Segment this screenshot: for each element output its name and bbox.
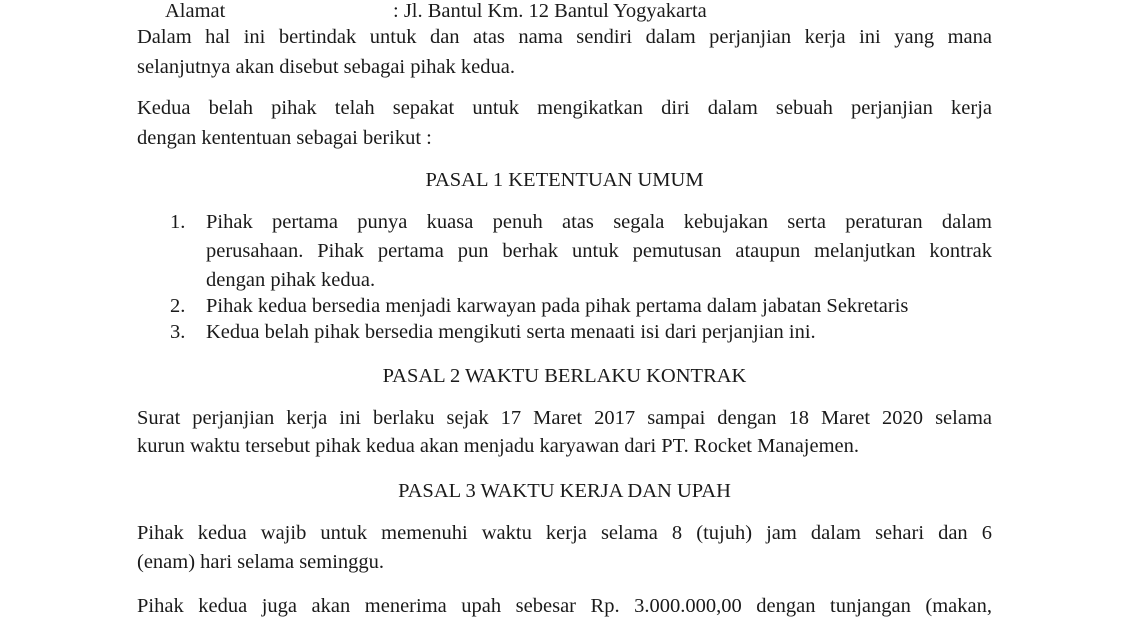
pasal-3-para-2-line-1: Pihak kedua juga akan menerima upah sebesar Rp. 3.000.000,00 dengan tunjangan (makan,: [137, 595, 992, 617]
pasal-3-title: PASAL 3 WAKTU KERJA DAN UPAH: [398, 480, 731, 502]
pasal-3-para-1-line-1: Pihak kedua wajib untuk memenuhi waktu kerja selama 8 (tujuh) jam dalam sehari dan 6: [137, 522, 992, 544]
pasal-2-line-2: kurun waktu tersebut pihak kedua akan menjadu karyawan dari PT. Rocket Manajemen.: [137, 435, 860, 457]
list-item-line: Pihak pertama punya kuasa penuh atas segala kebujakan serta peraturan dalam: [206, 211, 992, 233]
agreement-line-2: dengan kententuan sebagai berikut :: [137, 127, 432, 149]
list-item-line: dengan pihak kedua.: [206, 269, 376, 291]
list-item-number: 3.: [170, 321, 186, 343]
agreement-line-1: Kedua belah pihak telah sepakat untuk mengikatkan diri dalam sebuah perjanjian kerja: [137, 97, 992, 119]
intro-line-1: Dalam hal ini bertindak untuk dan atas nama sendiri dalam perjanjian kerja ini yang mana: [137, 26, 992, 48]
list-item-line: Kedua belah pihak bersedia mengikuti serta menaati isi dari perjanjian ini.: [206, 321, 816, 343]
pasal-2-line-1: Surat perjanjian kerja ini berlaku sejak 17 Maret 2017 sampai dengan 18 Maret 2020 selama: [137, 407, 992, 429]
list-item-line: perusahaan. Pihak pertama pun berhak untuk pemutusan ataupun melanjutkan kontrak: [206, 240, 992, 262]
alamat-value: : Jl. Bantul Km. 12 Bantul Yogyakarta: [393, 0, 707, 22]
alamat-label: Alamat: [165, 0, 226, 22]
list-item-number: 1.: [170, 211, 186, 233]
intro-line-2: selanjutnya akan disebut sebagai pihak kedua.: [137, 56, 515, 78]
pasal-3-para-1-line-2: (enam) hari selama seminggu.: [137, 551, 385, 573]
list-item-number: 2.: [170, 295, 186, 317]
list-item-line: Pihak kedua bersedia menjadi karwayan pada pihak pertama dalam jabatan Sekretaris: [206, 295, 909, 317]
pasal-2-title: PASAL 2 WAKTU BERLAKU KONTRAK: [382, 365, 747, 387]
pasal-1-title: PASAL 1 KETENTUAN UMUM: [425, 169, 704, 191]
